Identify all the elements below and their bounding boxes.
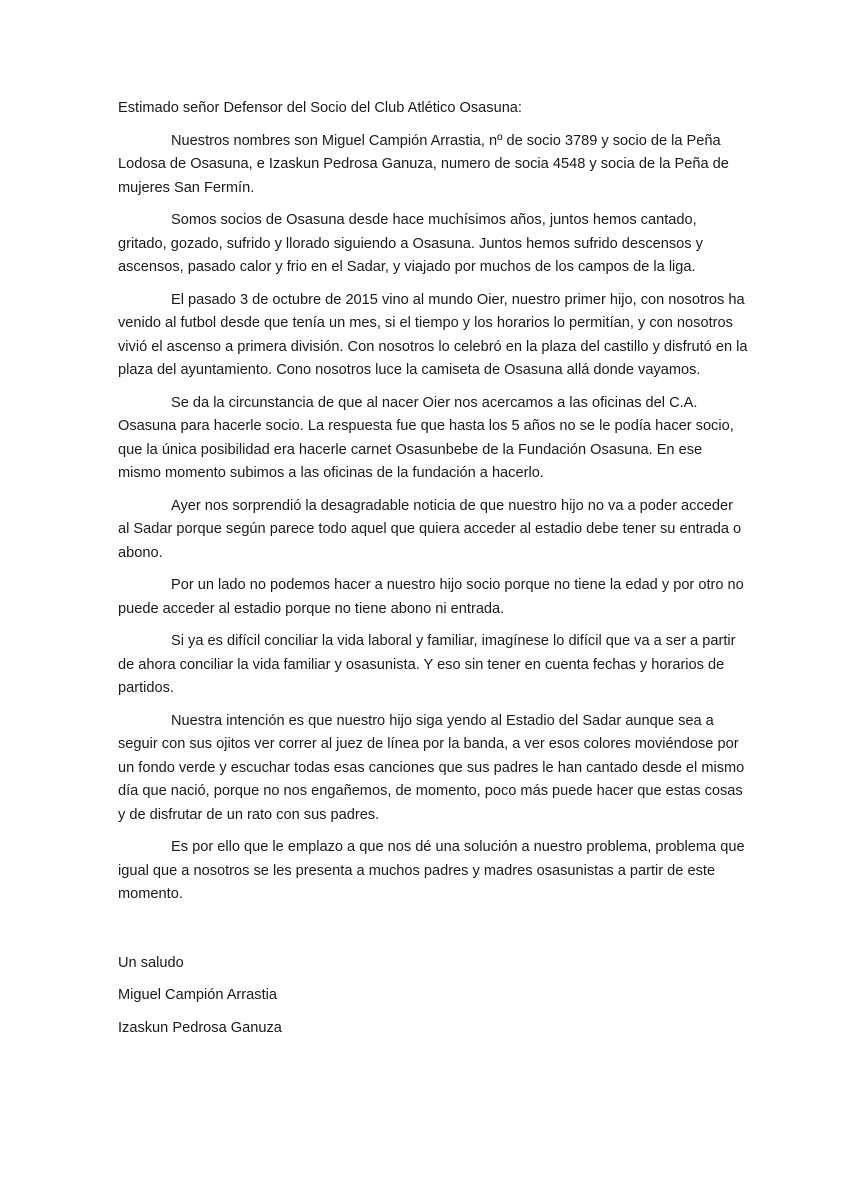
closing-block — [118, 952, 748, 1041]
paragraph-offices: Se da la circunstancia de que al nacer Oier nos acercamos a las oficinas del C.A. Osasuna para hacerle socio. La respuesta fue que hasta los 5 años no se le podía hacer socio, que la única posibilidad era hacerle carnet Osasunbebe de la Fundación Osasuna. En ese mismo momento subimos a las oficinas de la fundación a hacerlo. — [118, 394, 734, 481]
paragraph-intention: Nuestra intención es que nuestro hijo siga yendo al Estadio del Sadar aunque sea a seguir con sus ojitos ver correr al juez de línea por la banda, a ver esos colores moviéndose por un fondo verde y escuchar todas esas canciones que sus padres le han cantado desde el mismo día que nació, porque no nos engañemos, de momento, poco más puede hacer que estas cosas y de disfrutar de un rato con sus padres. — [118, 712, 745, 823]
letter-body — [118, 97, 748, 1049]
paragraph-news: Ayer nos sorprendió la desagradable noticia de que nuestro hijo no va a poder acceder al Sadar porque según parece todo aquel que quiera acceder al estadio debe tener su entrada o abono. — [118, 497, 742, 561]
paragraph-conciliation: Si ya es difícil conciliar la vida laboral y familiar, imagínese lo difícil que va a ser a partir de ahora conciliar la vida familiar y osasunista. Y eso sin tener en cuenta fechas y horarios de partidos. — [118, 633, 736, 696]
signature-name: Izaskun Pedrosa Ganuza — [118, 1019, 282, 1036]
paragraph-problem: Por un lado no podemos hacer a nuestro hijo socio porque no tiene la edad y por otro no puede acceder al estadio porque no tiene abono ni entrada. — [118, 577, 744, 617]
paragraph-history: Somos socios de Osasuna desde hace muchísimos años, juntos hemos cantado, gritado, gozado, sufrido y llorado siguiendo a Osasuna. Juntos hemos sufrido descensos y ascensos, pasado calor y frio en el Sadar, y viajado por muchos de los campos de la liga. — [118, 212, 703, 275]
paragraph-son: El pasado 3 de octubre de 2015 vino al mundo Oier, nuestro primer hijo, con nosotros ha venido al futbol desde que tenía un mes, si el tiempo y los horarios lo permitían, y con nosotros vivió el ascenso a primera división. Con nosotros lo celebró en la plaza del castillo y disfrutó en la plaza del ayuntamiento. Cono nosotros luce la camiseta de Osasuna allá donde vayamos. — [118, 291, 748, 378]
letter-greeting: Estimado señor Defensor del Socio del Club Atlético Osasuna: — [118, 100, 522, 116]
paragraph-request: Es por ello que le emplazo a que nos dé una solución a nuestro problema, problema que igual que a nosotros se les presenta a muchos padres y madres osasunistas a partir de este momento. — [118, 839, 745, 902]
paragraph-introduction: Nuestros nombres son Miguel Campión Arrastia, nº de socio 3789 y socio de la Peña Lodosa de Osasuna, e Izaskun Pedrosa Ganuza, numero de socia 4548 y socia de la Peña de mujeres San Fermín. — [118, 132, 729, 196]
letter-closing: Un saludo — [118, 954, 184, 971]
signature-name: Miguel Campión Arrastia — [118, 987, 277, 1003]
